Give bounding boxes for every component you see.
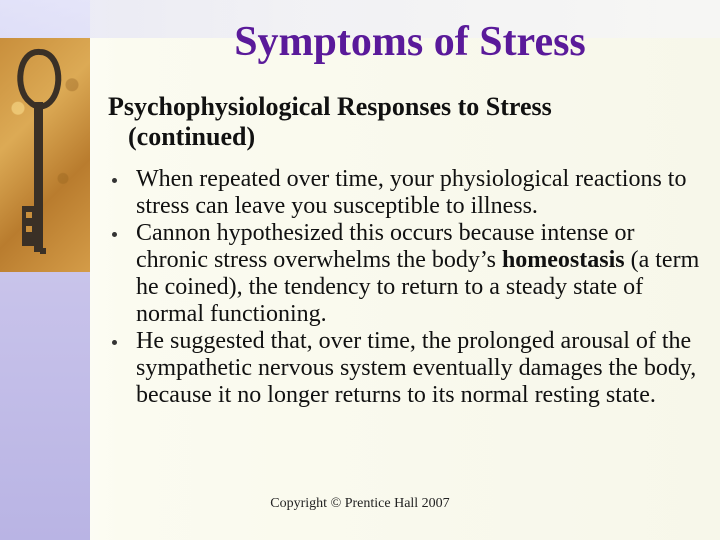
bullet-text-after: (a term he coined), the tendency to return to a steady state of normal functioning. — [136, 247, 700, 327]
bullet-item — [108, 220, 708, 328]
bullet-item — [108, 328, 708, 409]
section-heading — [108, 92, 708, 152]
bullet-text-before: Cannon hypothesized this occurs because intense or chronic stress overwhelms the body’s — [136, 220, 635, 273]
bullet-list — [108, 166, 708, 409]
key-photo — [0, 38, 90, 272]
bullet-text: He suggested that, over time, the prolonged arousal of the sympathetic nervous system eventually damages the body, because it no longer returns to its normal resting state. — [136, 328, 697, 408]
old-key-icon — [0, 38, 90, 272]
bullet-dot-icon — [112, 232, 117, 237]
bullet-dot-icon — [112, 178, 117, 183]
bullet-text: When repeated over time, your physiological reactions to stress can leave you susceptible to illness. — [136, 166, 687, 219]
bullet-bold-term: homeostasis — [501, 247, 625, 273]
bullet-item — [108, 166, 708, 220]
bullet-dot-icon — [112, 340, 117, 345]
copyright-footer: Copyright © Prentice Hall 2007 — [270, 496, 450, 511]
slide-title: Symptoms of Stress — [234, 19, 586, 65]
section-heading-line2: (continued) — [128, 122, 256, 151]
section-heading-line1: Psychophysiological Responses to Stress — [108, 92, 552, 121]
